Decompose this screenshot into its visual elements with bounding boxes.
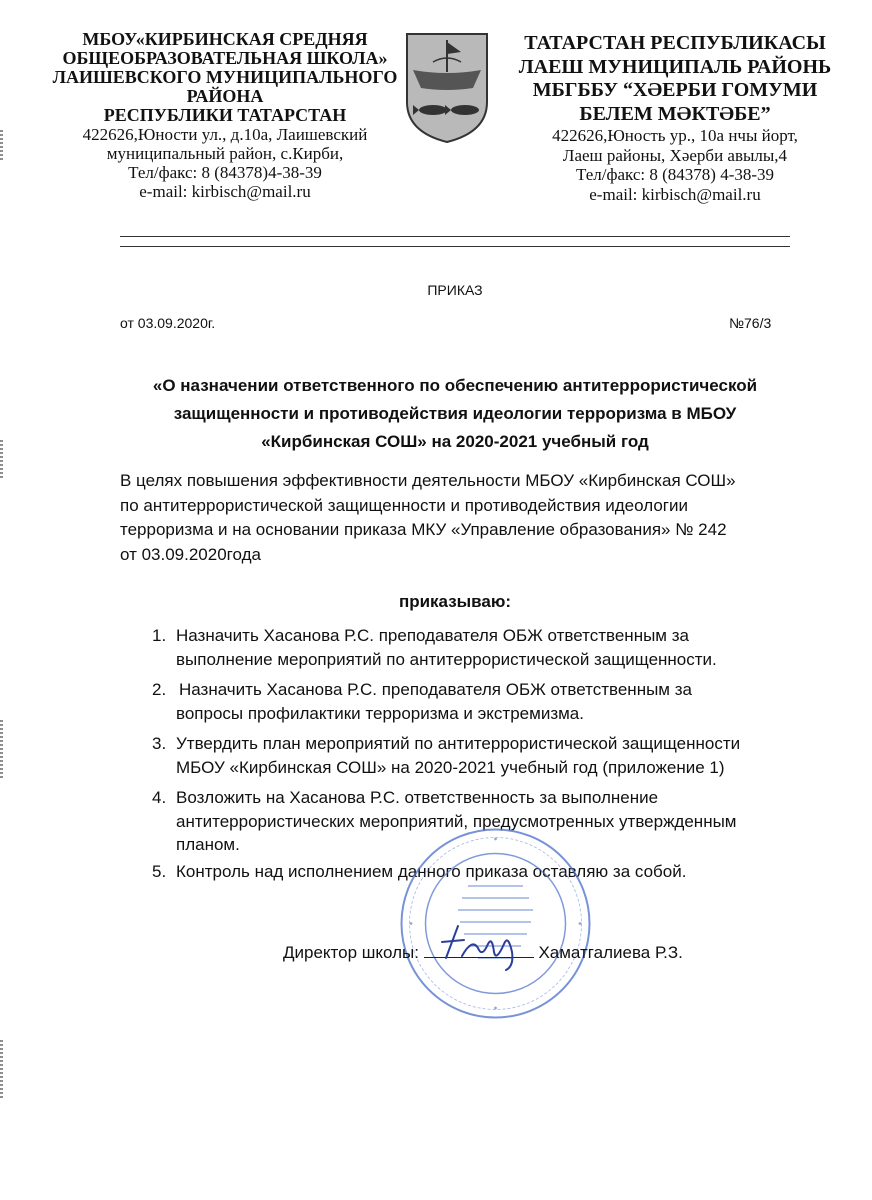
list-item-line: вопросы профилактики терроризма и экстремизма. (176, 703, 584, 723)
org-name-ru-line: МБОУ«КИРБИНСКАЯ СРЕДНЯЯ (82, 29, 368, 49)
address-tt-line: 422626,Юность ур., 10а нчы йорт, (552, 126, 798, 145)
phone-ru-line: Тел/факс: 8 (84378)4-38-39 (128, 163, 322, 182)
document-type: ПРИКАЗ (427, 282, 483, 298)
phone-tt-line: Тел/факс: 8 (84378) 4-38-39 (575, 165, 775, 184)
scan-artifact (0, 130, 3, 160)
scan-artifact (0, 720, 3, 780)
list-item-number: 3. (152, 734, 167, 753)
list-item-line: Контроль над исполнением данного приказа оставляю за собой. (176, 862, 687, 881)
header-divider (120, 246, 790, 247)
handwritten-signature (432, 918, 532, 972)
heading-line: «О назначении ответственного по обеспечению антитеррористической (152, 376, 758, 395)
signer-name: Хаматгалиева Р.З. (538, 943, 683, 962)
preamble (120, 469, 800, 567)
list-item-number: 4. (152, 788, 167, 807)
document-date: от 03.09.2020г. (120, 315, 216, 331)
preamble-line: от 03.09.2020года (120, 544, 261, 564)
org-name-tt-line: БЕЛЕМ МӘКТӘБЕ” (579, 102, 771, 125)
org-name-ru-line: ЛАИШЕВСКОГО МУНИЦИПАЛЬНОГО (52, 67, 398, 87)
heading-line: «Кирбинская СОШ» на 2020-2021 учебный год (261, 432, 649, 451)
address-tt-line: Лаеш районы, Хәерби авылы,4 (562, 145, 788, 165)
list-item-line: планом. (176, 835, 240, 854)
list-item-line: МБОУ «Кирбинская СОШ» на 2020-2021 учебный год (приложение 1) (176, 757, 725, 777)
list-item-number: 5. (152, 862, 167, 881)
heading-line: защищенности и противодействия идеологии терроризма в МБОУ (173, 404, 737, 423)
email-tt-line: e-mail: kirbisch@mail.ru (589, 184, 761, 204)
scan-artifact (0, 440, 3, 480)
address-ru-line: 422626,Юности ул., д.10а, Лаишевский (82, 125, 368, 144)
list-item-line: Назначить Хасанова Р.С. преподавателя ОБЖ ответственным за (179, 680, 692, 699)
email-ru-line: e-mail: kirbisch@mail.ru (139, 182, 311, 201)
org-name-tt-line: ТАТАРСТАН РЕСПУБЛИКАСЫ (524, 32, 826, 54)
coat-of-arms-emblem (403, 32, 491, 144)
order-word: приказываю: (398, 592, 512, 611)
scan-artifact (0, 1040, 3, 1100)
org-name-tt-line: ЛАЕШ МУНИЦИПАЛЬ РАЙОНЬ (518, 55, 832, 78)
header-right (500, 32, 850, 204)
org-name-ru-line: РАЙОНА (186, 86, 264, 106)
address-ru-line: муниципальный район, с.Кирби, (106, 144, 344, 163)
list-item-line: Возложить на Хасанова Р.С. ответственность за выполнение (176, 788, 659, 807)
signer-title: Директор школы: (283, 943, 419, 962)
header-left (40, 30, 410, 201)
preamble-line: В целях повышения эффективности деятельности МБОУ «Кирбинская СОШ» (120, 471, 736, 490)
document-number: №76/3 (729, 315, 772, 331)
document-heading (120, 372, 790, 456)
list-item-line: выполнение мероприятий по антитеррористической защищенности. (176, 649, 717, 669)
org-name-ru-line: ОБЩЕОБРАЗОВАТЕЛЬНАЯ ШКОЛА» (62, 48, 388, 68)
list-item-line: Утвердить план мероприятий по антитеррористической защищенности (176, 734, 741, 753)
org-name-tt-line: МБГББУ “ХӘЕРБИ ГОМУМИ (532, 79, 818, 101)
list-item-line: антитеррористических мероприятий, предусмотренных утвержденным (176, 811, 737, 831)
preamble-line: терроризма и на основании приказа МКУ «Управление образования» № 242 (120, 520, 727, 539)
org-name-ru-line: РЕСПУБЛИКИ ТАТАРСТАН (103, 105, 347, 125)
preamble-line: по антитеррористической защищенности и противодействия идеологии (120, 495, 688, 515)
list-item-number: 2. (152, 680, 167, 699)
header-divider (120, 236, 790, 237)
list-item-line: Назначить Хасанова Р.С. преподавателя ОБЖ ответственным за (176, 626, 689, 645)
list-item-number: 1. (152, 626, 167, 645)
